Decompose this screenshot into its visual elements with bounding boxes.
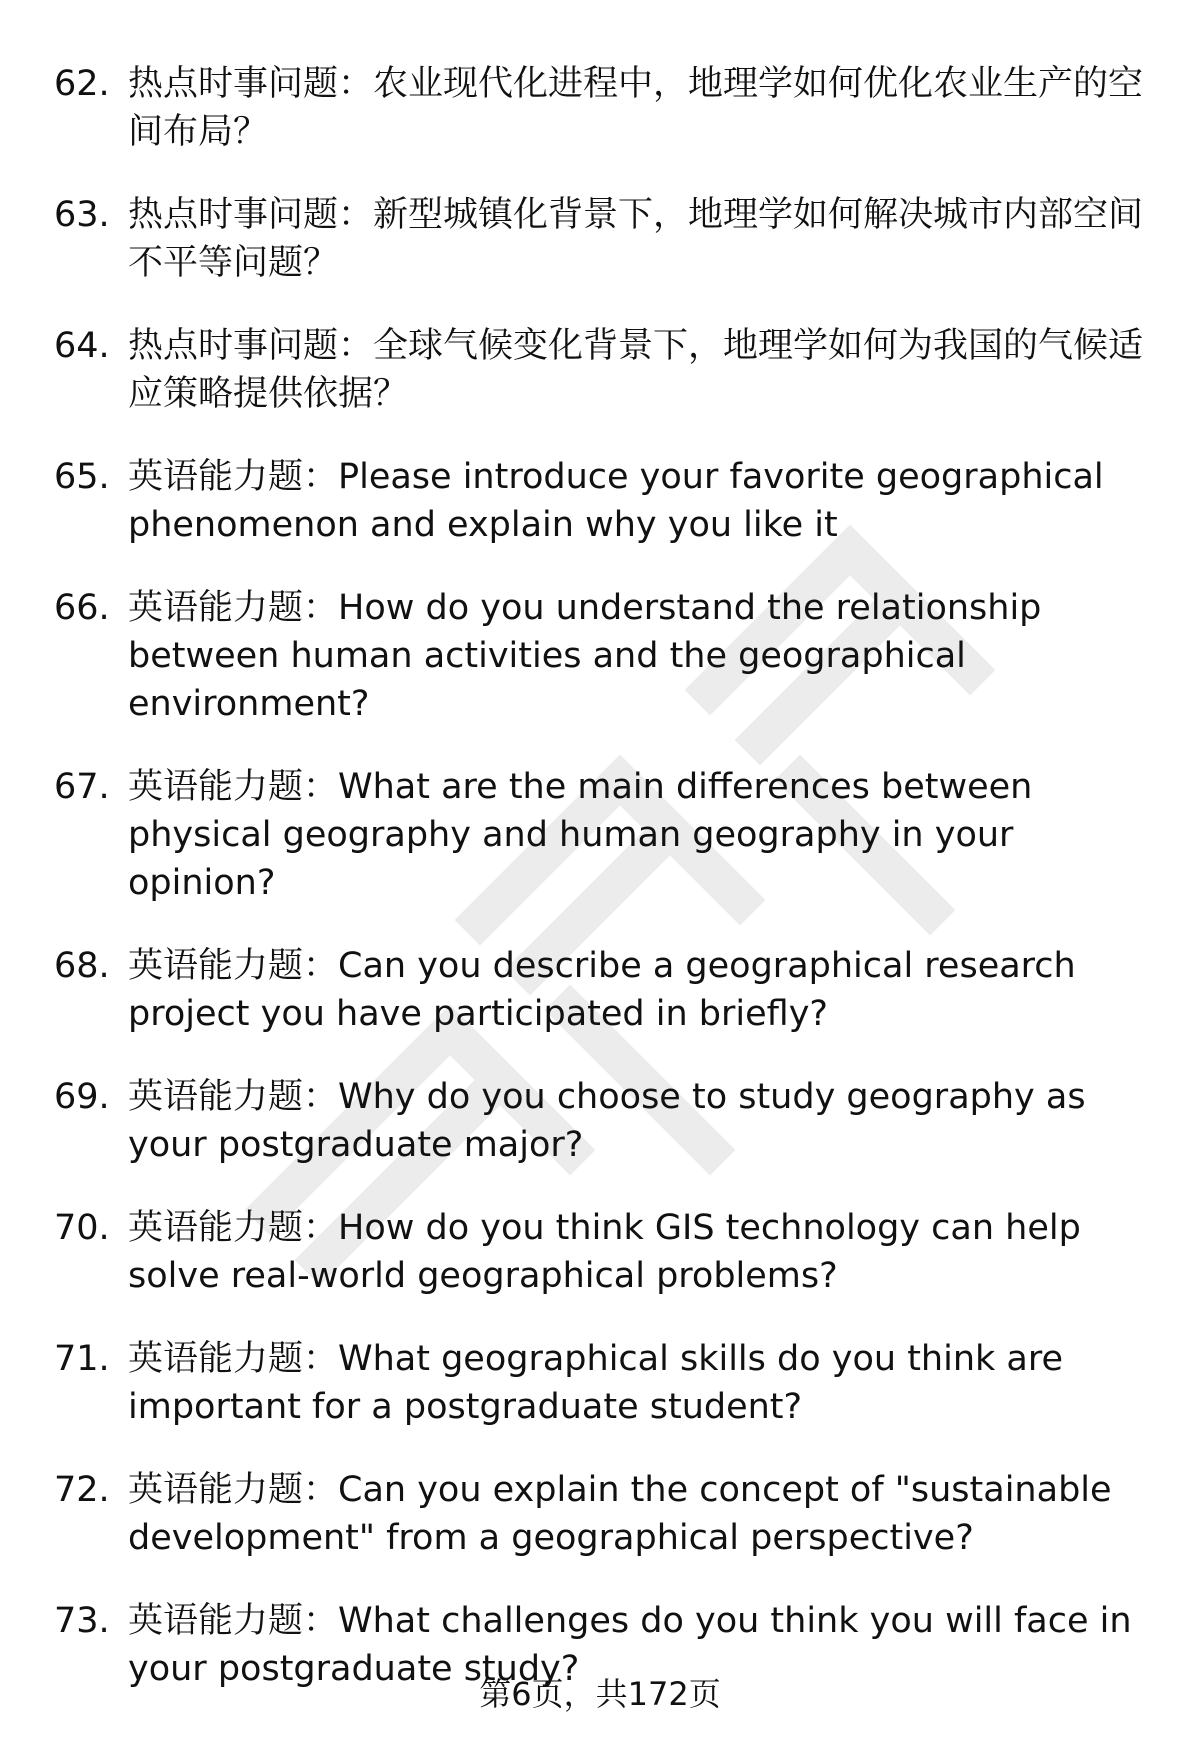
- question-number: 67.: [54, 767, 110, 807]
- question-text: 英语能力题：What challenges do you think you will face in your postgraduate study?: [128, 1601, 1132, 1689]
- question-text: 热点时事问题：全球气候变化背景下，地理学如何为我国的气候适应策略提供依据？: [128, 326, 1144, 414]
- question-text: 英语能力题：What are the main differences between physical geography and human geography in your opinion?: [128, 767, 1033, 903]
- question-number: 64.: [54, 326, 110, 366]
- question-number: 71.: [54, 1339, 110, 1379]
- question-item: [54, 942, 1164, 1038]
- question-number: 66.: [54, 588, 110, 628]
- question-text: 英语能力题：What geographical skills do you think are important for a postgraduate student?: [128, 1339, 1064, 1427]
- question-number: 68.: [54, 946, 110, 986]
- question-number: 72.: [54, 1470, 110, 1510]
- page-footer: 第6页，共172页: [479, 1675, 721, 1713]
- question-text: 英语能力题：Can you explain the concept of "sustainable development" from a geographical perspective?: [128, 1470, 1112, 1558]
- question-text: 热点时事问题：新型城镇化背景下，地理学如何解决城市内部空间不平等问题？: [128, 195, 1144, 283]
- question-text: 英语能力题：How do you think GIS technology can help solve real-world geographical problems?: [128, 1208, 1081, 1296]
- question-item: [54, 1073, 1164, 1169]
- question-item: [54, 322, 1164, 418]
- question-text: 英语能力题：How do you understand the relationship between human activities and the geographical environment?: [128, 588, 1042, 724]
- question-item: [54, 763, 1164, 907]
- question-item: [54, 1335, 1164, 1431]
- question-number: 65.: [54, 457, 110, 497]
- question-text: 英语能力题：Why do you choose to study geography as your postgraduate major?: [128, 1077, 1086, 1165]
- question-number: 73.: [54, 1601, 110, 1641]
- question-number: 63.: [54, 195, 110, 235]
- question-item: [54, 1204, 1164, 1300]
- question-number: 69.: [54, 1077, 110, 1117]
- question-number: 62.: [54, 64, 110, 104]
- question-text: 英语能力题：Please introduce your favorite geographical phenomenon and explain why you like it: [128, 457, 1104, 545]
- question-number: 70.: [54, 1208, 110, 1248]
- question-item: [54, 1466, 1164, 1562]
- question-item: [54, 60, 1164, 156]
- question-text: 热点时事问题：农业现代化进程中，地理学如何优化农业生产的空间布局？: [128, 64, 1144, 152]
- question-item: [54, 584, 1164, 728]
- question-text: 英语能力题：Can you describe a geographical research project you have participated in briefly?: [128, 946, 1076, 1034]
- question-item: [54, 191, 1164, 287]
- question-list: [54, 60, 1164, 1728]
- question-item: [54, 453, 1164, 549]
